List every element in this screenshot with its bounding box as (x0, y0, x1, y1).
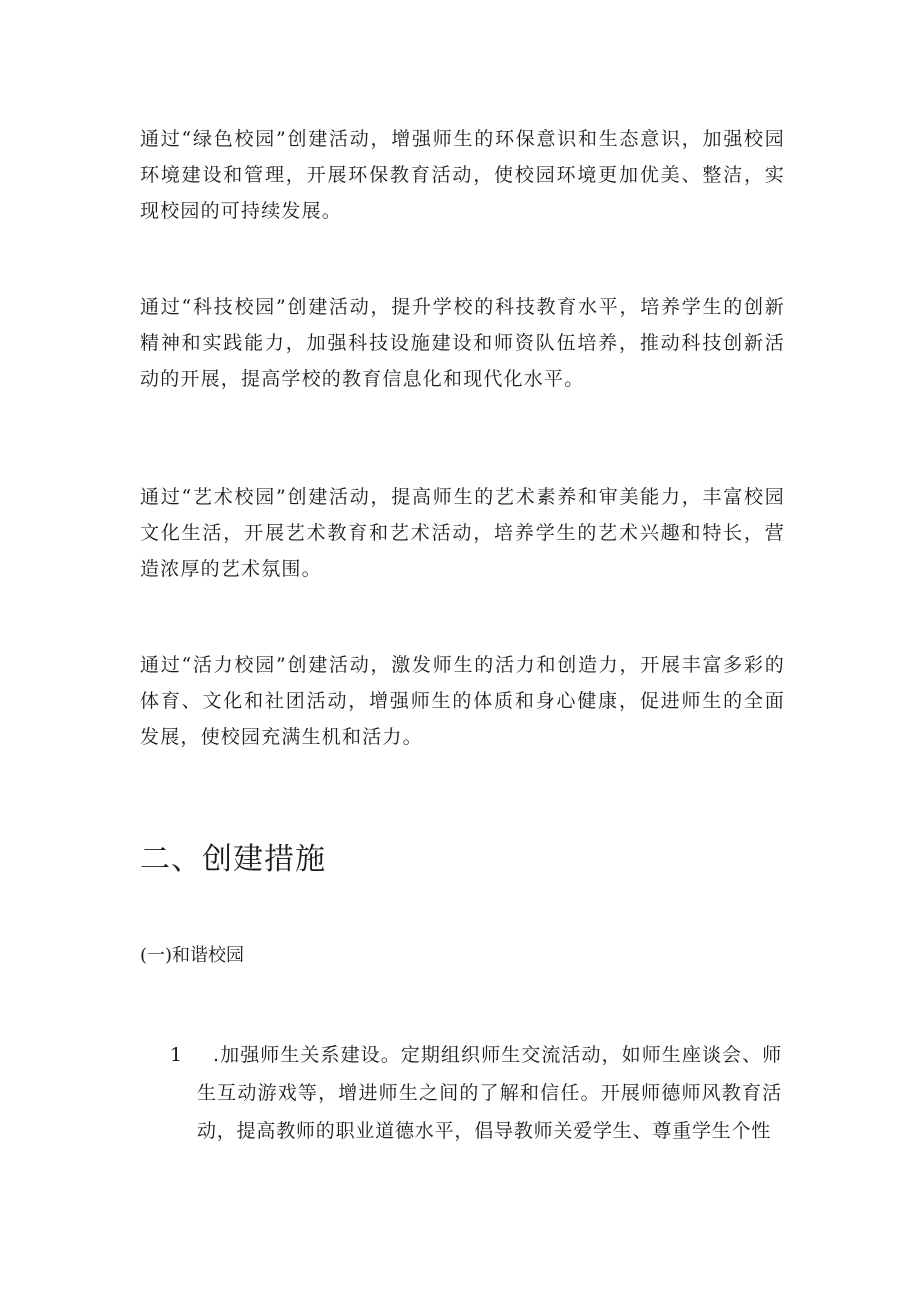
list-item (170, 1036, 782, 1150)
paragraph-tech-campus: 通过“科技校园”创建活动，提升学校的科技教育水平，培养学生的创新精神和实践能力，加强科技设施建设和师资队伍培养，推动科技创新活动的开展，提高学校的教育信息化和现代化水平。 (140, 296, 785, 390)
section-heading: 二、创建措施 (140, 842, 326, 877)
list-item-text: .加强师生关系建设。定期组织师生交流活动，如师生座谈会、师生互动游戏等，增进师生之间的了解和信任。开展师德师风教育活动，提高教师的职业道德水平，倡导教师关爱学生、尊重学生个性 (197, 1044, 782, 1142)
subsection-heading: (一)和谐校园 (140, 945, 245, 966)
list-item-number: 1 (170, 1044, 183, 1066)
paragraph-green-campus: 通过“绿色校园”创建活动，增强师生的环保意识和生态意识，加强校园环境建设和管理，开展环保教育活动，使校园环境更加优美、整洁，实现校园的可持续发展。 (140, 128, 785, 222)
paragraph-art-campus: 通过“艺术校园”创建活动，提高师生的艺术素养和审美能力，丰富校园文化生活，开展艺术教育和艺术活动，培养学生的艺术兴趣和特长，营造浓厚的艺术氛围。 (140, 486, 785, 580)
paragraph-vitality-campus: 通过“活力校园”创建活动，激发师生的活力和创造力，开展丰富多彩的体育、文化和社团活动，增强师生的体质和身心健康，促进师生的全面发展，使校园充满生机和活力。 (140, 654, 785, 748)
